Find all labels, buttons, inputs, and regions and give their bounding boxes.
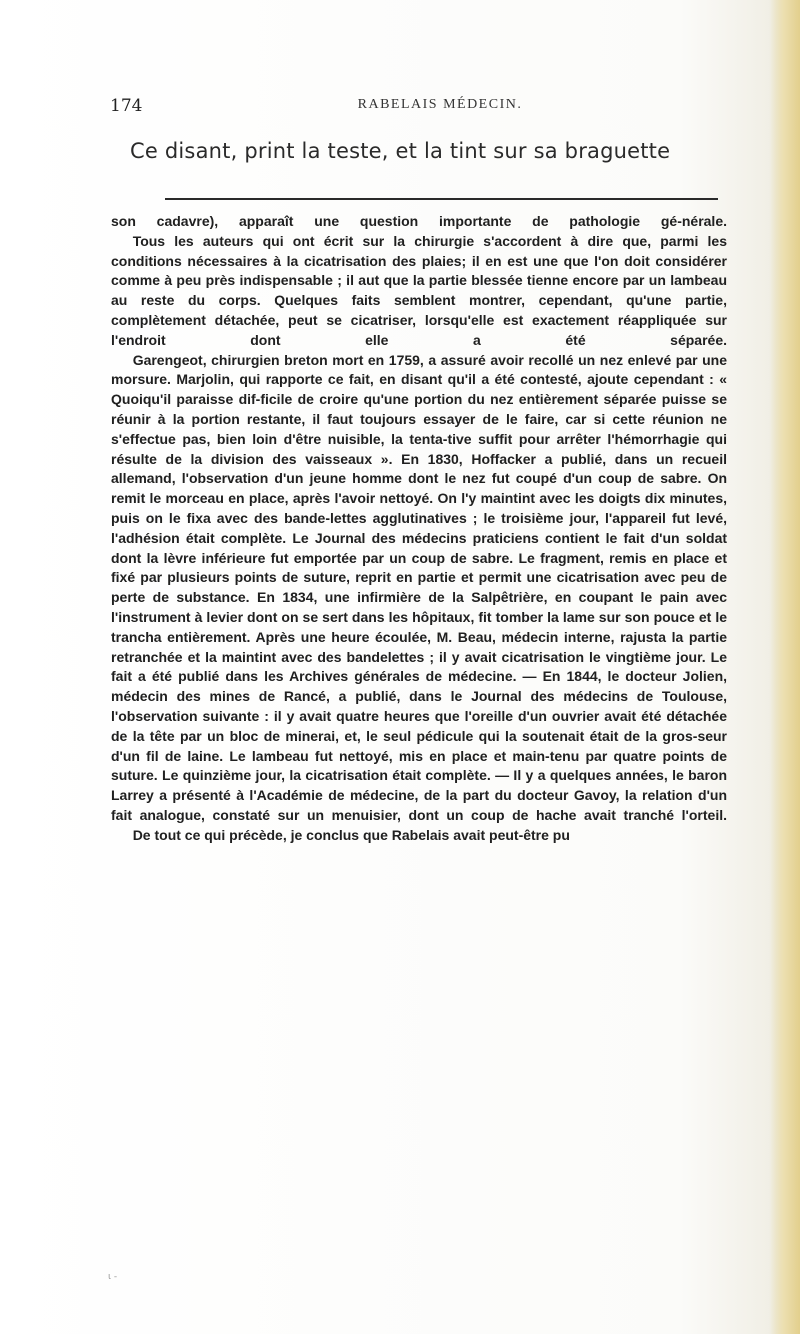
text-line: De tout ce qui précède, je conclus que Rabelais avait peut-être pu <box>132 826 570 843</box>
text-line: l'observation d'un jeune homme dont le nez fut coupé d'un coup de <box>181 470 655 487</box>
text-line: M. Beau, médecin interne, rajusta la partie retranchée et la maintint <box>111 628 727 665</box>
text-line: Garengeot, chirurgien breton mort en 1759, a assuré avoir recollé <box>132 351 574 368</box>
text-line: était complète. Le Journal des médecins praticiens contient le fait d'un <box>185 529 680 546</box>
text-line: fait a été publié dans les Archives générales de médecine. — En 1844, le <box>111 668 620 685</box>
text-line: soldat dont la lèvre inférieure fut emportée par un coup de sabre. Le <box>111 529 728 566</box>
text-line: un nez enlevé par une morsure. Marjolin, qui rapporte ce fait, en <box>111 351 728 388</box>
running-title: RABELAIS MÉDECIN. <box>357 97 523 112</box>
text-line: fragment, remis en place et fixé par plusieurs points de suture, reprit <box>111 549 727 586</box>
text-line: heures que l'oreille d'un ouvrier avait été détachée de la tête par un <box>111 707 728 744</box>
footer-mark: ι - <box>108 1272 118 1282</box>
text-line: que, parmi les conditions nécessaires à la cicatrisation des plaies; il en <box>111 232 728 269</box>
epigraph-quote: Ce disant, print la teste, et la tint sur sa braguette <box>130 139 671 163</box>
text-line: réunir à la portion restante, il faut toujours essayer de le faire, car <box>111 410 587 427</box>
text-line: réappliquée sur l'endroit dont elle a été séparée. <box>111 311 727 348</box>
text-line: tive suffit pour arrêter l'hémorrhagie qui résulte de la division des <box>111 430 727 467</box>
text-line: sabre. On remit le morceau en place, après l'avoir nettoyé. On l'y <box>111 470 728 507</box>
horizontal-rule <box>165 198 718 200</box>
text-line: En 1834, une infirmière de la Salpêtrière, en coupant le pain avec <box>257 589 727 606</box>
paragraph-1 <box>111 212 727 232</box>
page-edge-discoloration <box>770 0 800 1334</box>
text-line: nérale. <box>681 213 727 229</box>
text-line: vaisseaux ». En 1830, Hoffacker a publié, dans un recueil allemand, <box>111 450 727 487</box>
text-line: si cette réunion ne s'effectue pas, bien loin d'être nuisible, la tenta- <box>111 410 727 447</box>
text-line: bloc de minerai, et, le seul pédicule qui la soutenait était de la gros- <box>229 727 698 744</box>
text-line: d'un fait analogue, constaté sur un menuisier, dont un coup de hache <box>111 787 728 823</box>
text-line: maintint avec les doigts dix minutes, puis on le fixa avec des bande- <box>111 490 728 526</box>
text-line: aut que la partie blessée tienne encore par un lambeau au reste du <box>111 272 728 309</box>
page-number: 174 <box>110 96 143 116</box>
text-line: tenu par quatre points de suture. Le quinzième jour, la cicatrisation <box>111 747 727 784</box>
running-head <box>110 96 770 124</box>
text-line: complètement détachée, peut se cicatriser, lorsqu'elle est exactement <box>111 311 610 328</box>
text-line: lame sur son pouce et le trancha entièrement. Après une heure écoulée, <box>111 608 728 645</box>
text-line: des médecins de Toulouse, l'observation suivante : il y avait quatre <box>111 688 727 724</box>
text-line: est une que l'on doit considérer comme à peu près indispensable ; il <box>111 252 727 289</box>
text-line: en partie et permit une cicatrisation avec peu de perte de substance. <box>111 569 727 606</box>
text-line: avec des bandelettes ; il y avait cicatrisation le vingtième jour. Le <box>281 648 727 665</box>
text-line: lettes agglutinatives ; le troisième jour, l'appareil fut levé, l'adhésion <box>111 509 728 546</box>
text-line: avait tranché l'orteil. <box>584 806 727 823</box>
text-line: à l'Académie de médecine, de la part du docteur Gavoy, la relation <box>236 787 693 804</box>
text-line: disant qu'il a été contesté, ajoute cependant : « Quoiqu'il paraisse dif- <box>111 371 728 408</box>
paragraph-4 <box>111 826 727 846</box>
paragraph-2 <box>111 232 727 351</box>
text-line: était complète. — Il y a quelques années, le baron Larrey a présenté <box>111 767 728 804</box>
text-line: ficile de croire qu'une portion du nez entièrement séparée puisse se <box>260 391 727 408</box>
text-line: docteur Jolien, médecin des mines de Rancé, a publié, dans le Journal <box>111 668 728 705</box>
text-line: Tous les auteurs qui ont écrit sur la chirurgie s'accordent à dire <box>132 232 614 249</box>
text-line: l'instrument à levier dont on se sert dans les hôpitaux, fit tomber la <box>111 608 559 625</box>
text-line: seur d'un fil de laine. Le lambeau fut nettoyé, mis en place et main- <box>111 727 728 764</box>
text-line: son cadavre), apparaît une question importante de pathologie gé- <box>111 213 682 229</box>
paragraph-3 <box>111 351 727 826</box>
text-line: corps. Quelques faits semblent montrer, cependant, qu'une partie, <box>218 292 727 309</box>
body-text <box>111 212 727 846</box>
